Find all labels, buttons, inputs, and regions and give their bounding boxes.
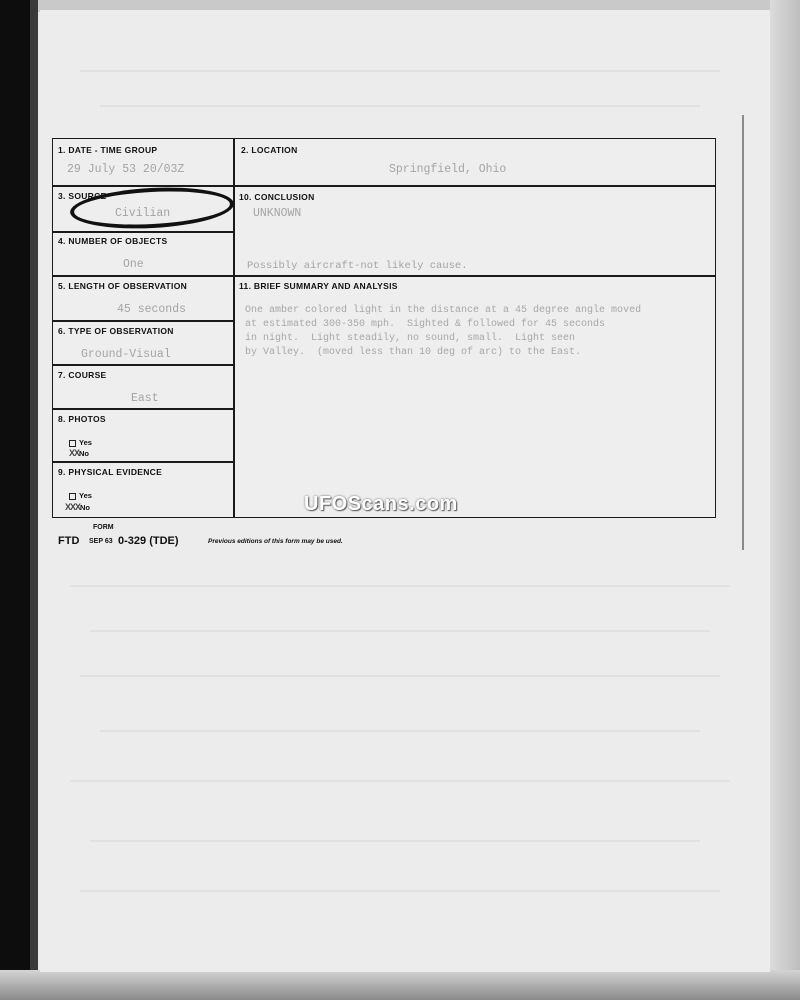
form-sep-date: SEP 63 — [89, 538, 113, 545]
conclusion-value: UNKNOWN — [253, 207, 302, 220]
number-of-objects-value: One — [123, 258, 144, 271]
course-value: East — [131, 392, 159, 405]
row-divider — [53, 320, 233, 322]
form-number: 0-329 (TDE) — [118, 535, 179, 547]
number-of-objects-label: 4. NUMBER OF OBJECTS — [58, 236, 168, 246]
film-edge-bottom — [0, 970, 800, 1000]
brief-summary-label: 11. BRIEF SUMMARY AND ANALYSIS — [239, 281, 398, 291]
course-label: 7. COURSE — [58, 370, 107, 380]
location-value: Springfield, Ohio — [389, 163, 507, 176]
column-divider — [233, 139, 235, 517]
row-divider — [53, 364, 233, 366]
evidence-yes-checkbox — [69, 493, 76, 500]
previous-editions-note: Previous editions of this form may be used. — [208, 538, 343, 545]
date-time-group-value: 29 July 53 20/03Z — [67, 163, 185, 176]
photos-yes-checkbox — [69, 440, 76, 447]
type-of-observation-value: Ground-Visual — [81, 348, 171, 361]
film-edge-left — [0, 0, 38, 1000]
length-of-observation-label: 5. LENGTH OF OBSERVATION — [58, 281, 188, 291]
page-margin-line — [742, 115, 744, 550]
row-divider — [53, 231, 233, 233]
source-label: 3. SOURCE — [58, 191, 107, 201]
evidence-no-option: XXXNo — [65, 502, 91, 512]
photos-no-option: XXNo — [69, 448, 90, 458]
photos-no-x-mark: XX — [69, 448, 80, 458]
evidence-yes-option: Yes — [69, 491, 92, 500]
conclusion-label: 10. CONCLUSION — [239, 192, 315, 202]
form-word: FORM — [93, 524, 114, 531]
photos-label: 8. PHOTOS — [58, 414, 106, 424]
row-divider — [53, 185, 715, 187]
film-edge-right — [770, 0, 800, 1000]
brief-summary-text: One amber colored light in the distance at a 45 degree angle moved at estimated 300-350 mph. Sighted & followed for 45 seconds in night. Light steadily, no sound, small. Light seen by Valley. (moved less than 10 deg of arc) to the East. — [245, 305, 642, 358]
photos-yes-option: Yes — [69, 438, 92, 447]
form-ftd: FTD — [58, 535, 80, 547]
length-of-observation-value: 45 seconds — [117, 303, 187, 316]
ufoscans-watermark: UFOScans.com — [304, 493, 458, 515]
row-divider — [53, 408, 233, 410]
source-value: Civilian — [115, 207, 171, 220]
type-of-observation-label: 6. TYPE OF OBSERVATION — [58, 326, 174, 336]
location-label: 2. LOCATION — [241, 145, 298, 155]
physical-evidence-label: 9. PHYSICAL EVIDENCE — [58, 467, 163, 477]
conclusion-note: Possibly aircraft-not likely cause. — [247, 260, 468, 272]
row-divider — [53, 275, 715, 277]
evidence-no-x-mark: XXX — [65, 502, 81, 512]
date-time-group-label: 1. DATE - TIME GROUP — [58, 145, 158, 155]
row-divider — [53, 461, 233, 463]
